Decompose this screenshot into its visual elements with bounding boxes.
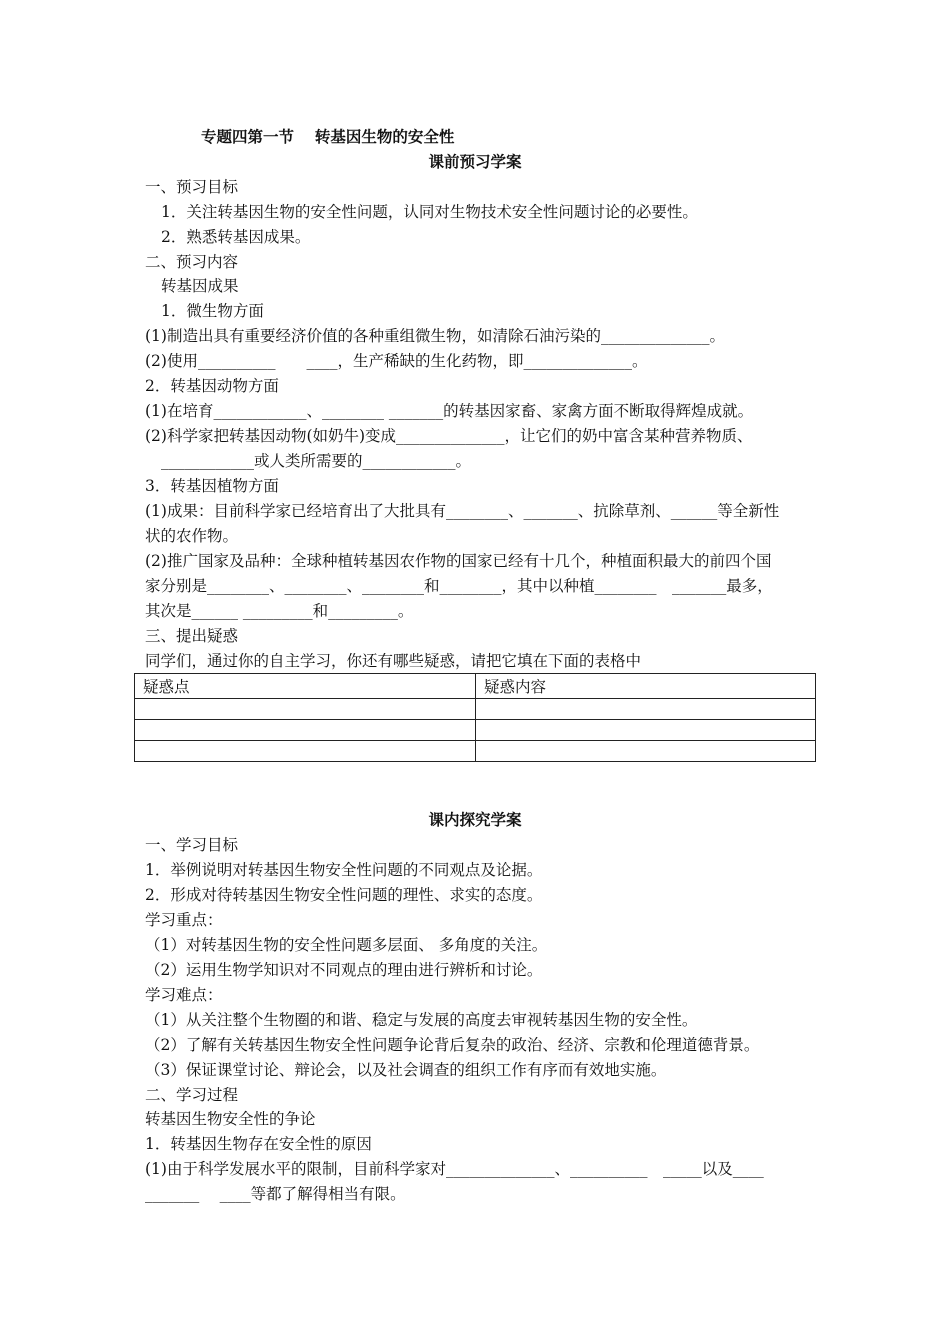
text-line: （3）保证课堂讨论、辩论会，以及社会调查的组织工作有序而有效地实施。 bbox=[145, 1061, 667, 1079]
text-line: （1）从关注整个生物圈的和谐、稳定与发展的高度去审视转基因生物的安全性。 bbox=[145, 1011, 698, 1029]
table-row bbox=[135, 720, 816, 741]
table-cell-empty[interactable] bbox=[476, 720, 816, 741]
table-cell-empty[interactable] bbox=[476, 741, 816, 762]
subheading: 学习重点： bbox=[145, 911, 223, 929]
table-cell-empty[interactable] bbox=[476, 699, 816, 720]
section-heading-preview: 课前预习学案 bbox=[428, 152, 522, 171]
goal-item: 2．熟悉转基因成果。 bbox=[161, 228, 311, 246]
doubt-table bbox=[134, 673, 816, 762]
text-line: （2）运用生物学知识对不同观点的理由进行辨析和讨论。 bbox=[145, 961, 543, 979]
text-line: (1)成果：目前科学家已经培育出了大批具有________、_______、抗除草剂、______等全新性 bbox=[145, 502, 780, 520]
text-line: (2)使用__________ ____，生产稀缺的生化药物，即______________。 bbox=[145, 352, 648, 370]
table-cell-empty[interactable] bbox=[135, 699, 476, 720]
subheading: 1．转基因生物存在安全性的原因 bbox=[145, 1135, 372, 1153]
text-line: 状的农作物。 bbox=[145, 527, 239, 545]
goal-item: 1．关注转基因生物的安全性问题，认同对生物技术安全性问题讨论的必要性。 bbox=[161, 203, 698, 221]
heading-doubts: 三、提出疑惑 bbox=[145, 627, 239, 645]
table-cell-empty[interactable] bbox=[135, 720, 476, 741]
text-line: (1)在培育____________、________ _______的转基因家畜、家禽方面不断取得辉煌成就。 bbox=[145, 402, 754, 420]
text-line: (2)科学家把转基因动物(如奶牛)变成______________，让它们的奶中富含某种营养物质、 bbox=[145, 427, 753, 445]
table-header-cell: 疑惑点 bbox=[135, 674, 476, 699]
text-line: （1）对转基因生物的安全性问题多层面、 多角度的关注。 bbox=[145, 936, 548, 954]
table-cell-empty[interactable] bbox=[135, 741, 476, 762]
heading-preview-content: 二、预习内容 bbox=[145, 253, 239, 271]
text-line: 家分别是________、________、________和________，其中以种植________ _______最多， bbox=[145, 577, 773, 595]
subheading: 1．微生物方面 bbox=[161, 302, 264, 320]
text-line: （2）了解有关转基因生物安全性问题争论背后复杂的政治、经济、宗教和伦理道德背景。 bbox=[145, 1036, 760, 1054]
subheading: 3．转基因植物方面 bbox=[145, 477, 279, 495]
text-line: (1)由于科学发展水平的限制，目前科学家对______________、__________ _____以及____ bbox=[145, 1160, 764, 1178]
subheading: 2．转基因动物方面 bbox=[145, 377, 279, 395]
table-header-cell: 疑惑内容 bbox=[476, 674, 816, 699]
text-line: 其次是______ _________和_________。 bbox=[145, 602, 414, 620]
table-row bbox=[135, 699, 816, 720]
goal-item: 1．举例说明对转基因生物安全性问题的不同观点及论据。 bbox=[145, 861, 543, 879]
text-line: _______ ____等都了解得相当有限。 bbox=[145, 1185, 406, 1203]
text-line: (1)制造出具有重要经济价值的各种重组微生物，如清除石油污染的______________。 bbox=[145, 327, 725, 345]
section-heading-inclass: 课内探究学案 bbox=[428, 810, 522, 829]
text-line: 同学们，通过你的自主学习，你还有哪些疑惑，请把它填在下面的表格中 bbox=[145, 652, 642, 670]
table-row bbox=[135, 741, 816, 762]
goal-item: 2．形成对待转基因生物安全性问题的理性、求实的态度。 bbox=[145, 886, 543, 904]
heading-preview-goals: 一、预习目标 bbox=[145, 178, 239, 196]
text-line: ____________或人类所需要的____________。 bbox=[161, 452, 472, 470]
subheading: 转基因成果 bbox=[161, 277, 239, 295]
heading-learning-goals: 一、学习目标 bbox=[145, 836, 239, 854]
text-line: (2)推广国家及品种：全球种植转基因农作物的国家已经有十几个，种植面积最大的前四个国 bbox=[145, 552, 772, 570]
document-title: 专题四第一节 转基因生物的安全性 bbox=[201, 127, 455, 146]
subheading: 转基因生物安全性的争论 bbox=[145, 1110, 316, 1128]
table-header-row bbox=[135, 674, 816, 699]
subheading: 学习难点： bbox=[145, 986, 223, 1004]
heading-learning-process: 二、学习过程 bbox=[145, 1086, 239, 1104]
